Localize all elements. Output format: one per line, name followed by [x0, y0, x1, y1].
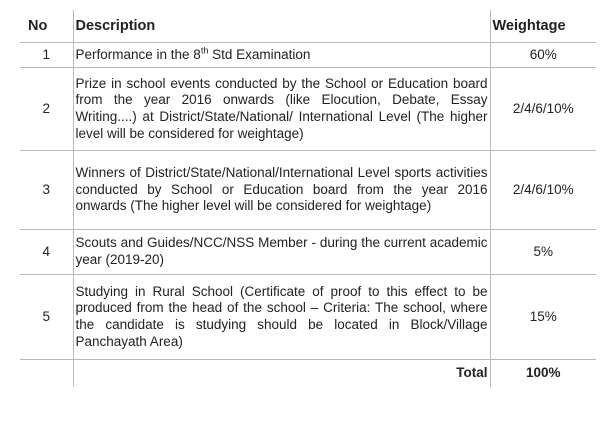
weightage-table: [20, 10, 596, 387]
total-value: 100%: [490, 360, 596, 388]
table-row: [20, 68, 596, 151]
row-description: Studying in Rural School (Certificate of proof to this effect to be produced from the head of the school – Criteria: The school, where the candidate is studying should be located in Block/Village Panchayath Area): [73, 275, 490, 360]
header-no: No: [20, 10, 73, 43]
row-description-text: Performance in the 8: [75, 46, 201, 62]
table-row: [20, 275, 596, 360]
row-number: 2: [20, 68, 73, 151]
table-row: [20, 230, 596, 275]
header-weightage: Weightage: [490, 10, 596, 43]
row-number: 5: [20, 275, 73, 360]
row-description: [73, 43, 490, 68]
header-description: Description: [73, 10, 490, 43]
table-header-row: [20, 10, 596, 43]
row-weightage: 60%: [490, 43, 596, 68]
total-blank-cell: [20, 360, 73, 388]
row-description: Prize in school events conducted by the School or Education board from the year 2016 onwards (like Elocution, Debate, Essay Writing....) at District/State/National/ International Level (The higher level will be considered for weightage): [73, 68, 490, 151]
row-description: Scouts and Guides/NCC/NSS Member - during the current academic year (2019-20): [73, 230, 490, 275]
table-row: [20, 43, 596, 68]
ordinal-superscript: th: [200, 45, 209, 56]
table-row: [20, 151, 596, 230]
row-description-text-end: Std Examination: [208, 46, 311, 62]
row-number: 1: [20, 43, 73, 68]
total-row: [20, 360, 596, 388]
row-weightage: 15%: [490, 275, 596, 360]
row-weightage: 2/4/6/10%: [490, 151, 596, 230]
row-weightage: 2/4/6/10%: [490, 68, 596, 151]
total-label: Total: [73, 360, 490, 388]
row-number: 3: [20, 151, 73, 230]
row-weightage: 5%: [490, 230, 596, 275]
row-number: 4: [20, 230, 73, 275]
row-description: Winners of District/State/National/International Level sports activities conducted by School or Education board from the year 2016 onwards (The higher level will be considered for weightage): [73, 151, 490, 230]
